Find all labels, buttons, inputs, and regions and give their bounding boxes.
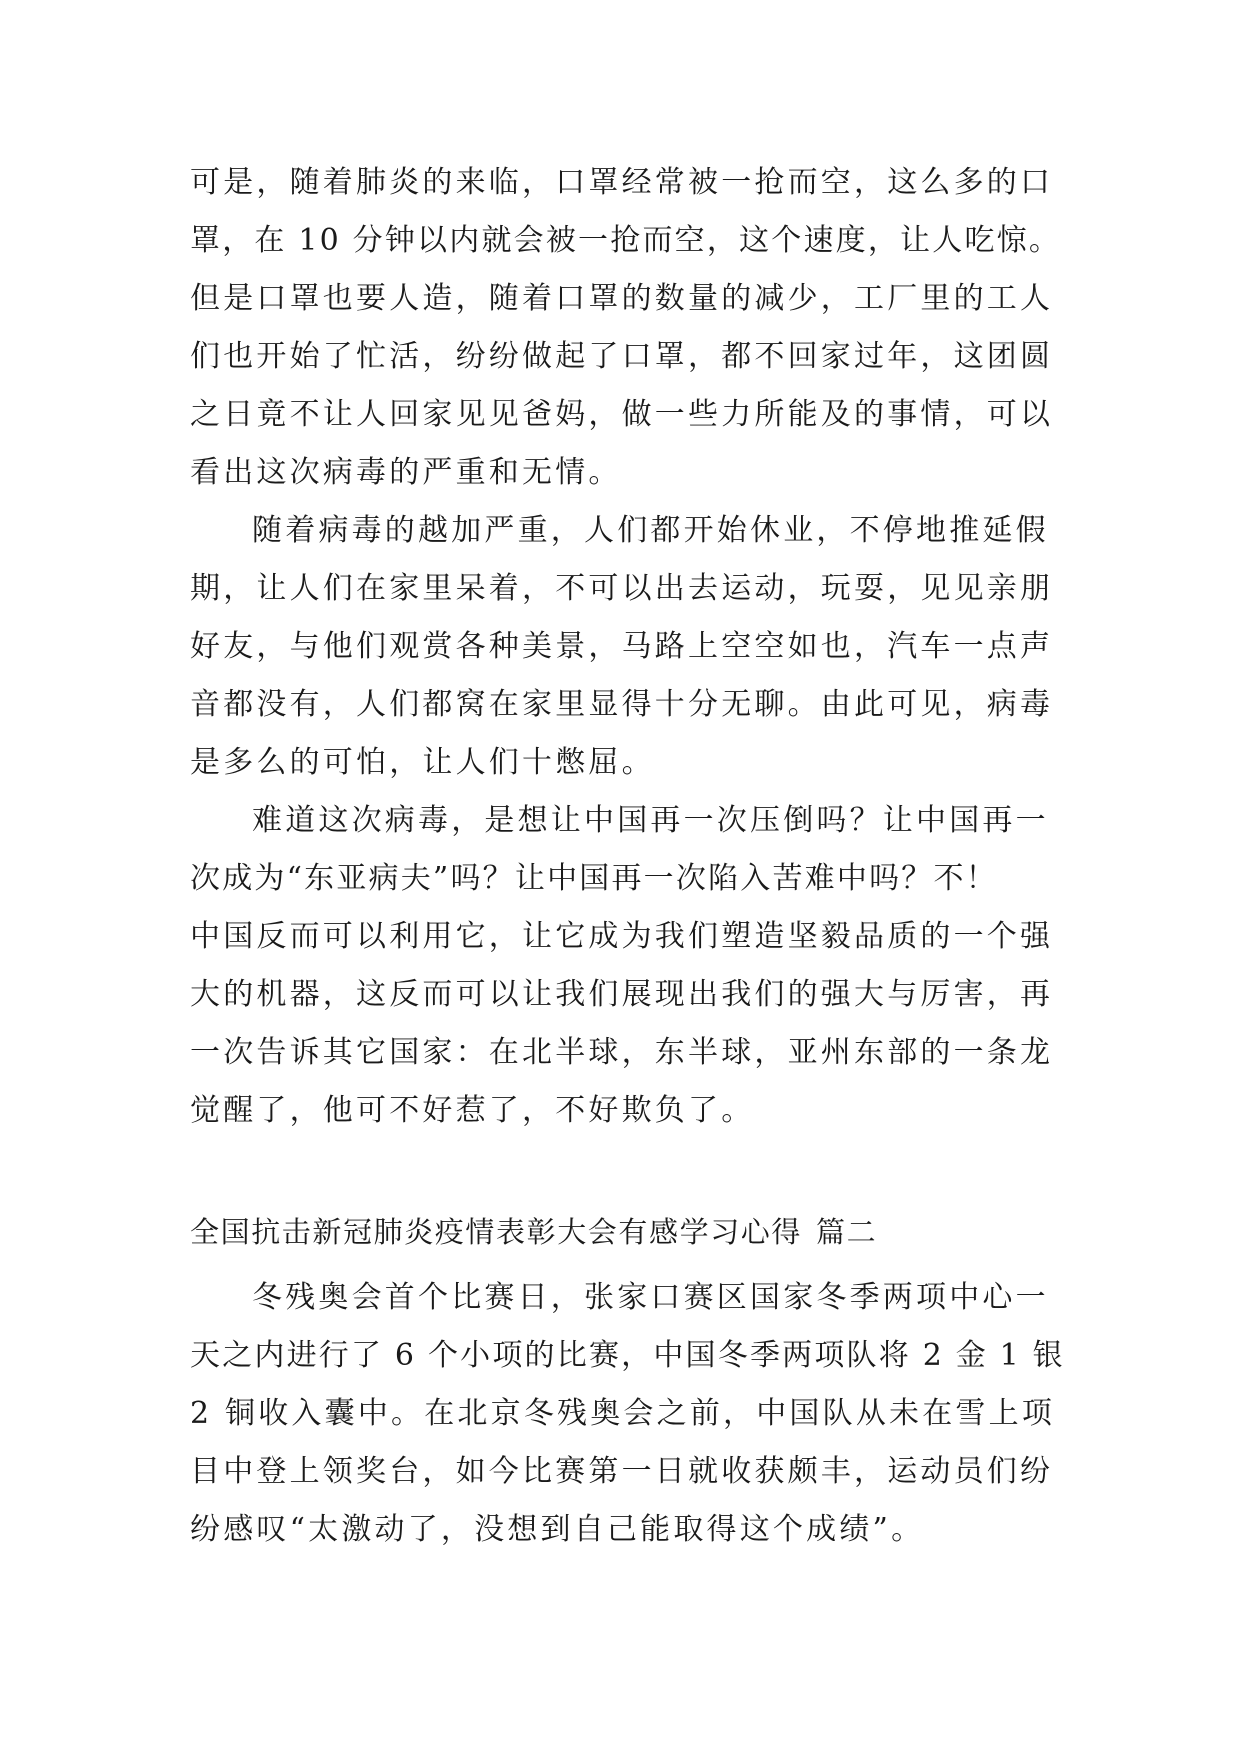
text-line: 是多么的可怕，让人们十憋屈。 [190, 745, 655, 780]
text-line: 难道这次病毒，是想让中国再一次压倒吗？让中国再一 [252, 803, 1049, 838]
text-line: 大的机器，这反而可以让我们展现出我们的强大与厉害，再 [190, 977, 1054, 1012]
text-line: 目中登上领奖台，如今比赛第一日就收获颇丰，运动员们纷 [190, 1454, 1054, 1489]
text-line: 纷感叹“太激动了，没想到自己能取得这个成绩”。 [190, 1512, 925, 1547]
text-line: 2 铜收入囊中。在北京冬残奥会之前，中国队从未在雪上项 [190, 1396, 1056, 1431]
text-line: 好友，与他们观赏各种美景，马路上空空如也，汽车一点声 [190, 629, 1054, 664]
paragraph-2 [190, 502, 1060, 792]
text-line: 们也开始了忙活，纷纷做起了口罩，都不回家过年，这团圆 [190, 339, 1054, 374]
text-line: 之日竟不让人回家见见爸妈，做一些力所能及的事情，可以 [190, 397, 1054, 432]
paragraph-3 [190, 792, 1060, 1140]
text-line: 可是，随着肺炎的来临，口罩经常被一抢而空，这么多的口 [190, 165, 1054, 200]
text-line: 觉醒了，他可不好惹了，不好欺负了。 [190, 1093, 755, 1128]
text-line: 罩，在 10 分钟以内就会被一抢而空，这个速度，让人吃惊。 [190, 223, 1062, 258]
text-line: 期，让人们在家里呆着，不可以出去运动，玩耍，见见亲朋 [190, 571, 1054, 606]
text-line: 中国反而可以利用它，让它成为我们塑造坚毅品质的一个强 [190, 919, 1054, 954]
text-line: 天之内进行了 6 个小项的比赛，中国冬季两项队将 2 金 1 银 [190, 1338, 1065, 1373]
text-line: 次成为“东亚病夫”吗？让中国再一次陷入苦难中吗？不！ [190, 861, 998, 896]
section-heading-part: 篇二 [816, 1215, 878, 1249]
text-line: 冬残奥会首个比赛日，张家口赛区国家冬季两项中心一 [252, 1280, 1049, 1315]
text-line: 看出这次病毒的严重和无情。 [190, 455, 622, 490]
paragraph-1 [190, 154, 1060, 502]
section-heading [190, 1203, 877, 1261]
section-heading-title: 全国抗击新冠肺炎疫情表彰大会有感学习心得 [190, 1215, 803, 1249]
text-line: 一次告诉其它国家：在北半球，东半球，亚州东部的一条龙 [190, 1035, 1054, 1070]
section-paragraph [190, 1269, 1065, 1559]
text-line: 但是口罩也要人造，随着口罩的数量的减少，工厂里的工人 [190, 281, 1054, 316]
text-line: 音都没有，人们都窝在家里显得十分无聊。由此可见，病毒 [190, 687, 1054, 722]
text-line: 随着病毒的越加严重，人们都开始休业，不停地推延假 [252, 513, 1049, 548]
